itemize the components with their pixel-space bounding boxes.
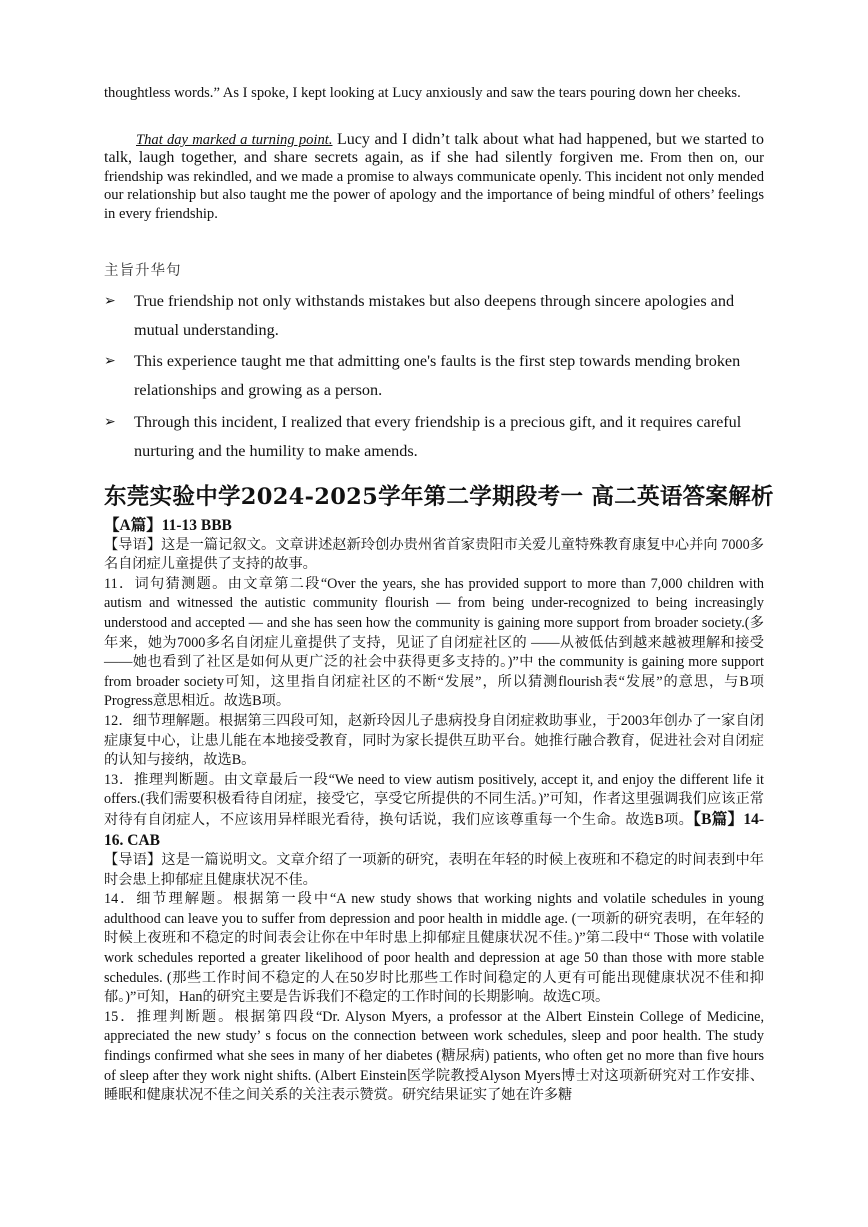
question-11-explanation: 11．词句猜测题。由文章第二段“Over the years, she has provided support to more than 7,000 children with autism and witnessed the autistic community flourish — from being under-recognized to being increasingly understood and accepted — and she has seen how the community is gaining more support from broader society.(多年来，她为7000多名自闭症儿童提供了支持，见证了自闭症社区的 ——从被低估到越来越被理解和接受——她也看到了社区是如何从更广泛的社会中获得更多支持的。)”中 the community is gaining more support from broader society可知，这里指自闭症社区的不断“发展”，所以猜测flourish表“发展”的意思，与B项Progress意思相近。故选B项。	[104, 575, 764, 710]
section-b-intro: 【导语】这是一篇说明文。文章介绍了一项新的研究，表明在年轻的时候上夜班和不稳定的时间表到中年时会患上抑郁症且健康状况不佳。	[104, 852, 764, 888]
section-a-intro: 【导语】这是一篇记叙文。文章讲述赵新玲创办贵州省首家贵阳市关爱儿童特殊教育康复中心并向 7000多名自闭症儿童提供了支持的故事。	[104, 536, 764, 573]
question-12-explanation: 12．细节理解题。根据第三四段可知，赵新玲因儿子患病投身自闭症救助事业，于2003年创办了一家自闭症康复中心，让患儿能在本地接受教育，同时为家长提供互助平台。她推行融合教育，促进社会对自闭症的认知与接纳，故选B。	[104, 712, 764, 769]
story-paragraph-2	[104, 131, 764, 223]
story-paragraph-1: thoughtless words.” As I spoke, I kept looking at Lucy anxiously and saw the tears pouring down her cheeks.	[104, 85, 741, 101]
question-13-explanation	[104, 771, 764, 851]
arrow-bullet-icon: ➢	[104, 354, 116, 369]
section-a-heading: 【A篇】11-13 BBB	[104, 517, 232, 534]
question-14-explanation: 14．细节理解题。根据第一段中“A new study shows that working nights and volatile schedules in young adulthood can leave you to suffer from depression and poor health in middle age. (一项新的研究表明，在年轻的时候上夜班和不稳定的时间表会让你在中年时患上抑郁症且健康状况不佳。)”第二段中“ Those with volatile work schedules reported a greater likelihood of poor health and depression at age 50 than those with more stable schedules. (那些工作时间不稳定的人在50岁时比那些工作时间稳定的人更有可能出现健康状况不佳和抑郁。)”可知，Han的研究主要是告诉我们不稳定的工作时间的长期影响。故选C项。	[104, 891, 764, 1006]
arrow-bullet-icon: ➢	[104, 415, 116, 430]
theme-bullet-text: Through this incident, I realized that every friendship is a precious gift, and it requires careful nurturing and the humility to make amends.	[134, 413, 742, 460]
story-paragraph-2-text-b: From then on, our friendship was rekindled, and we made a promise to always communicate openly. This incident not only mended our relationship but also taught me the power of apology and the importance of being mindful of others’ feelings in every friendship.	[104, 150, 764, 222]
answer-key-heading: 东莞实验中学2024-2025学年第二学期段考一 高二英语答案解析	[104, 484, 774, 510]
turning-point-sentence: That day marked a turning point.	[136, 132, 333, 148]
theme-bullet	[104, 287, 764, 345]
theme-section-title: 主旨升华句	[104, 263, 182, 279]
section-b-heading: 【B篇】14-16. CAB	[104, 810, 764, 849]
question-13-text: 13．推理判断题。由文章最后一段“We need to view autism positively, accept it, and enjoy the different life it offers.(我们需要积极看待自闭症，接受它，享受它所提供的不同生活。)”可知，作者这里强调我们应该正常对待有自闭症人，不应该用异样眼光看待，换句话说，我们应该尊重每一个生命。故选B项。	[104, 771, 764, 828]
question-15-explanation: 15．推理判断题。根据第四段“Dr. Alyson Myers, a professor at the Albert Einstein College of Medicine, appreciated the new study’ s focus on the connection between work schedules, sleep and poor health. The study findings confirmed what she sees in many of her diabetes (糖尿病) patients, who often get no more than five hours of sleep after they work night shifts. (Albert Einstein医学院教授Alyson Myers博士对这项新研究对工作安排、睡眠和健康状况不佳之间关系的关注表示赞赏。研究结果证实了她在许多糖	[104, 1008, 764, 1104]
answer-block	[104, 516, 764, 1106]
theme-bullet-text: This experience taught me that admitting one's faults is the first step towards mending broken relationships and growing as a person.	[134, 352, 741, 399]
story-paragraph-2-text-a: Lucy and I didn’t talk about what had happened, but we started to talk, laugh together, and share secrets again, as if she had silently forgiven me.	[104, 131, 764, 167]
theme-bullet	[104, 408, 764, 466]
arrow-bullet-icon: ➢	[104, 294, 116, 309]
theme-bullet-text: True friendship not only withstands mistakes but also deepens through sincere apologies and mutual understanding.	[134, 292, 735, 339]
theme-bullet	[104, 347, 764, 405]
